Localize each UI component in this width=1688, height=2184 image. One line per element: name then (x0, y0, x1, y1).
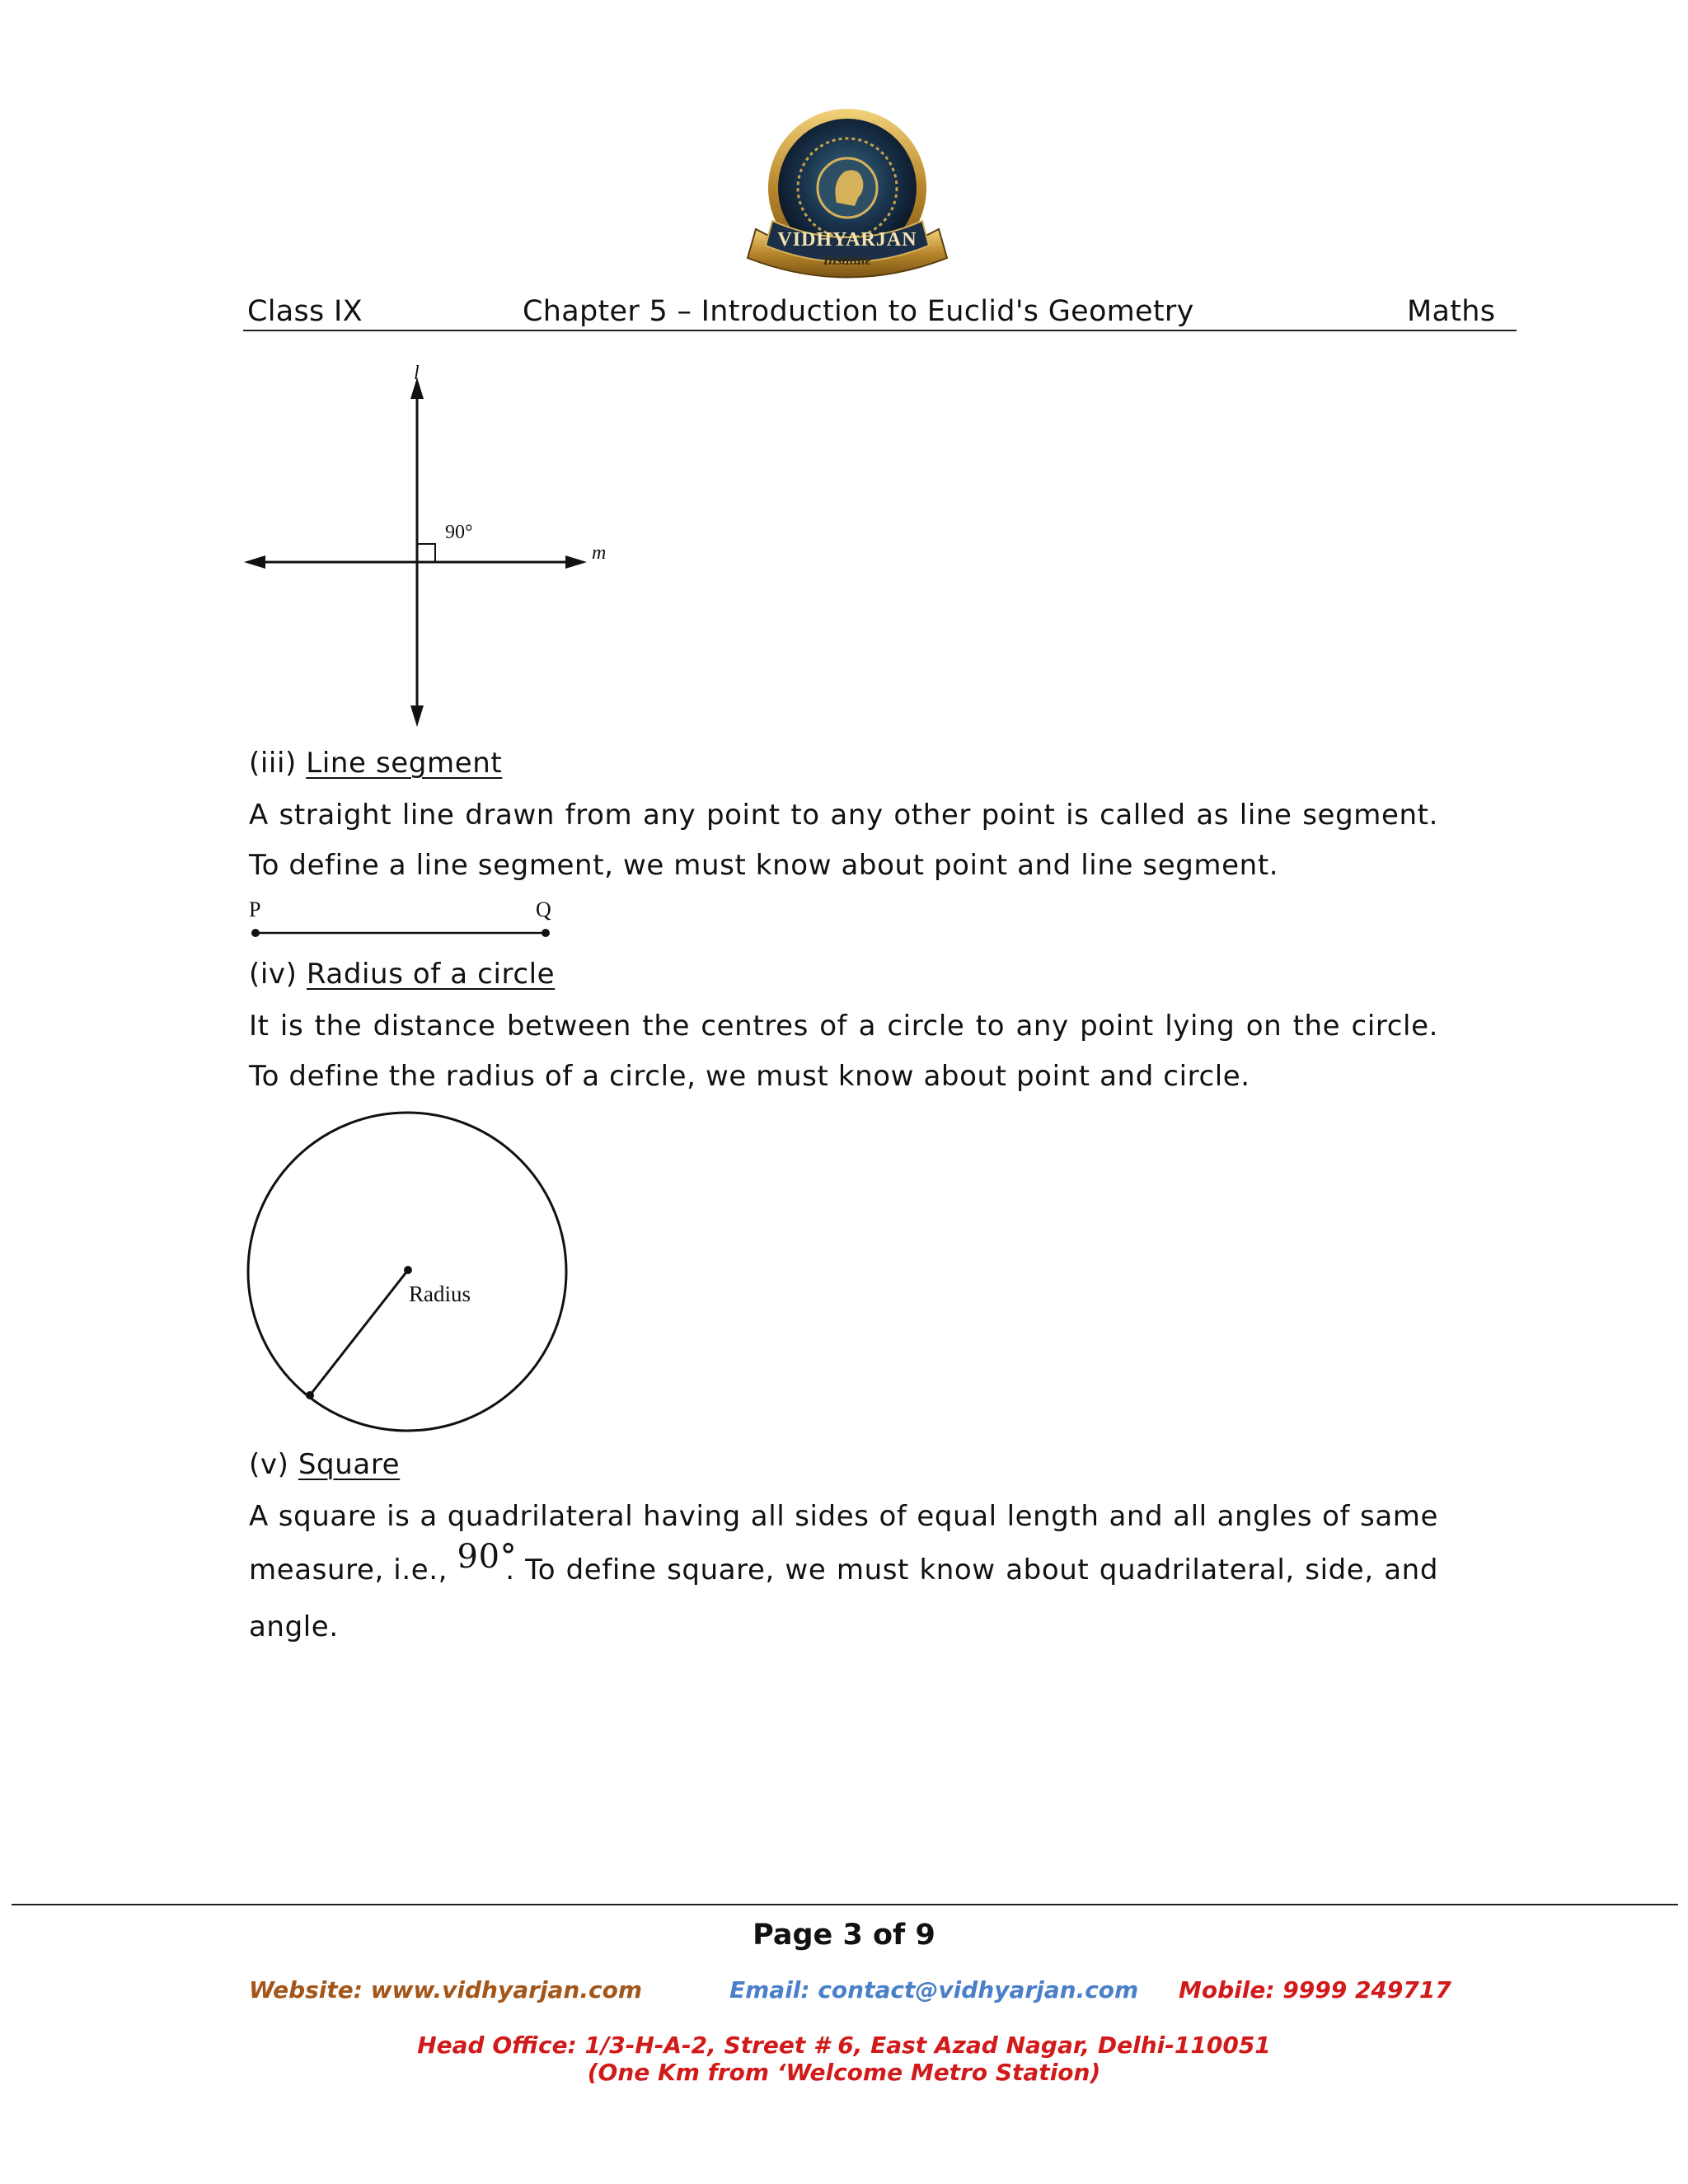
point-q-label: Q (536, 898, 551, 921)
section-iv-heading (249, 958, 555, 991)
footer-email[interactable]: Email: contact@vidhyarjan.com (729, 1976, 1139, 2004)
svg-text:VIDHYARJAN: VIDHYARJAN (777, 229, 917, 251)
section-v-title: Square (298, 1448, 401, 1481)
section-v-heading (249, 1448, 400, 1481)
section-iii-title: Line segment (306, 747, 503, 780)
section-iii-text: A straight line drawn from any point to any other point is called as line segment. To define a line segment, we must know about point and line segment. (249, 799, 1438, 882)
perpendicular-lines-figure (239, 363, 626, 742)
point-p-label: P (249, 898, 261, 921)
section-iv-title: Radius of a circle (306, 958, 556, 991)
section-v-line2-end: . To define square, we must know about quadrilateral, side, and (505, 1554, 1438, 1586)
angle-label: 90° (445, 522, 473, 543)
radius-label: Radius (409, 1282, 471, 1306)
header-class: Class IX (247, 295, 363, 328)
header-subject: Maths (1407, 295, 1496, 328)
section-v-line2-start: measure, i.e., (249, 1554, 448, 1586)
circle-radius-figure (244, 1108, 574, 1438)
footer-divider (12, 1904, 1678, 1905)
section-v-line1: A square is a quadrilateral having all sides of equal length and all angles of same (249, 1500, 1438, 1533)
section-v-line3: angle. (249, 1610, 339, 1643)
svg-text:Institute: Institute (823, 252, 872, 268)
footer-head-office: Head Office: 1/3-H-A-2, Street # 6, East Azad Nagar, Delhi-110051 (417, 2032, 1271, 2059)
footer-website[interactable]: Website: www.vidhyarjan.com (249, 1976, 643, 2004)
line-l-label: l (414, 363, 420, 384)
header-divider (243, 330, 1517, 331)
line-m-label: m (592, 542, 607, 564)
line-segment-figure (244, 898, 574, 940)
section-v-number: (v) (249, 1448, 289, 1481)
section-iii-heading (249, 747, 502, 780)
page-number: Page 3 of 9 (753, 1919, 935, 1952)
header-chapter: Chapter 5 – Introduction to Euclid's Geometry (523, 295, 1194, 328)
footer-mobile: Mobile: 9999 249717 (1179, 1976, 1451, 2004)
section-iv-text: It is the distance between the centres of a circle to any point lying on the circle. To define the radius of a circle, we must know about point and circle. (249, 1010, 1438, 1093)
section-v-line2 (249, 1538, 1438, 1587)
section-iv-number: (iv) (249, 958, 298, 991)
institute-logo (739, 105, 955, 291)
degree-value: 90° (457, 1538, 518, 1576)
footer-metro-note: (One Km from ‘Welcome Metro Station) (587, 2059, 1101, 2086)
section-iii-number: (iii) (249, 747, 297, 780)
